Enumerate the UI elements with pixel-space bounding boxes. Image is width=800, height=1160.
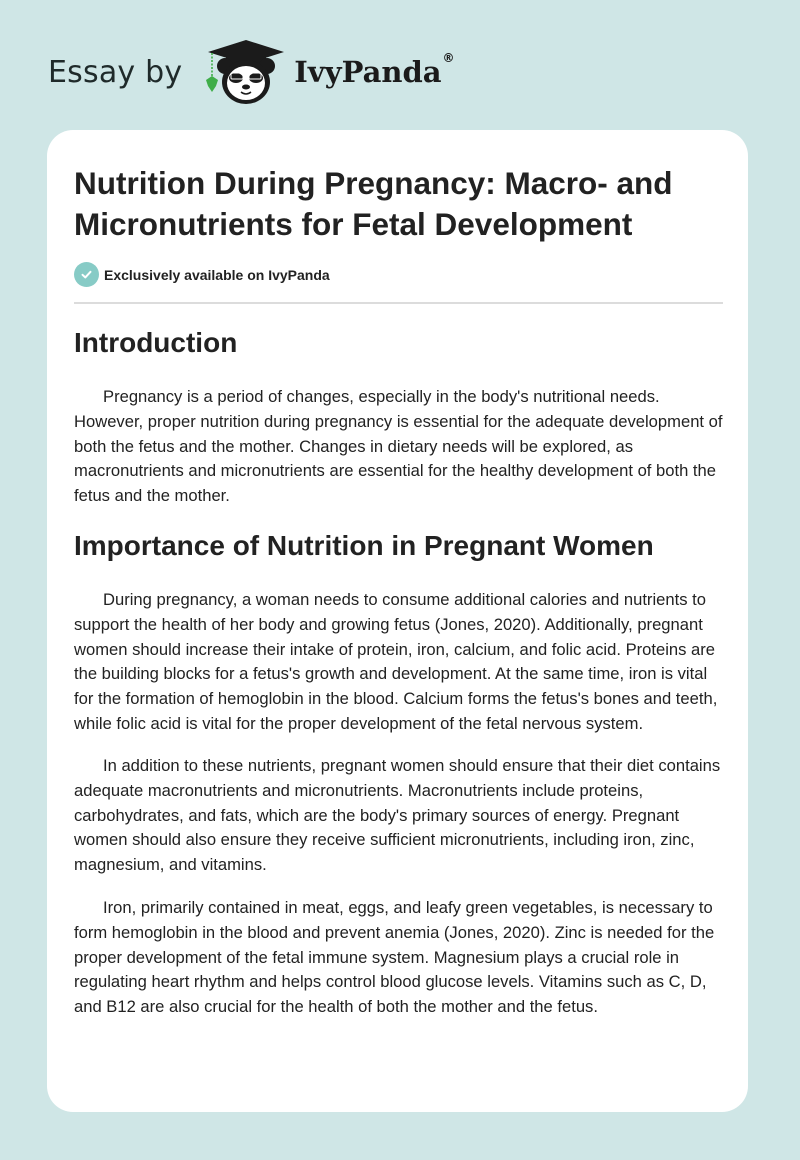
exclusive-label: Exclusively available on IvyPanda [104, 266, 330, 283]
section-heading-importance: Importance of Nutrition in Pregnant Women [74, 530, 654, 561]
brand-name: IvyPanda [294, 55, 442, 89]
paragraph: During pregnancy, a woman needs to consume additional calories and nutrients to support the health of her body and growing fetus (Jones, 2020). Additionally, pregnant women should increase their intake of protein, iron, calcium, and folic acid. Proteins are the building blocks for a fetus's growth and development. At the same time, iron is vital for the formation of hemoglobin in the blood. Calcium forms the fetus's bones and teeth, while folic acid is vital for the proper development of the fetal nervous system. [74, 590, 718, 733]
check-circle-icon [74, 262, 99, 287]
ivypanda-wordmark[interactable] [294, 51, 455, 89]
essay-by-label: Essay by [48, 54, 183, 90]
registered-mark: ® [442, 51, 455, 65]
paragraph: Iron, primarily contained in meat, eggs, and leafy green vegetables, is necessary to form hemoglobin in the blood and prevent anemia (Jones, 2020). Zinc is needed for the proper development of the fetal immune system. Magnesium plays a crucial role in regulating heart rhythm and helps control blood glucose levels. Vitamins such as C, D, and B12 are also crucial for the health of both the mother and the fetus. [74, 898, 715, 1017]
essay-card [47, 130, 748, 1112]
section-heading-introduction: Introduction [74, 327, 238, 358]
site-header [48, 36, 455, 108]
panda-graduation-cap-icon[interactable] [200, 36, 290, 108]
essay-title: Nutrition During Pregnancy: Macro- and Micronutrients for Fetal Development [74, 165, 673, 242]
exclusive-badge [74, 262, 330, 287]
divider [74, 302, 723, 304]
paragraph: Pregnancy is a period of changes, especially in the body's nutritional needs. However, proper nutrition during pregnancy is essential for the adequate development of both the fetus and the mother. Changes in dietary needs will be explored, as macronutrients and micronutrients are essential for the healthy development of both the fetus and the mother. [74, 387, 723, 506]
paragraph: In addition to these nutrients, pregnant women should ensure that their diet contains adequate macronutrients and micronutrients. Macronutrients include proteins, carbohydrates, and fats, which are the body's primary sources of energy. Pregnant women should also ensure they receive sufficient micronutrients, including iron, zinc, magnesium, and vitamins. [74, 756, 721, 875]
